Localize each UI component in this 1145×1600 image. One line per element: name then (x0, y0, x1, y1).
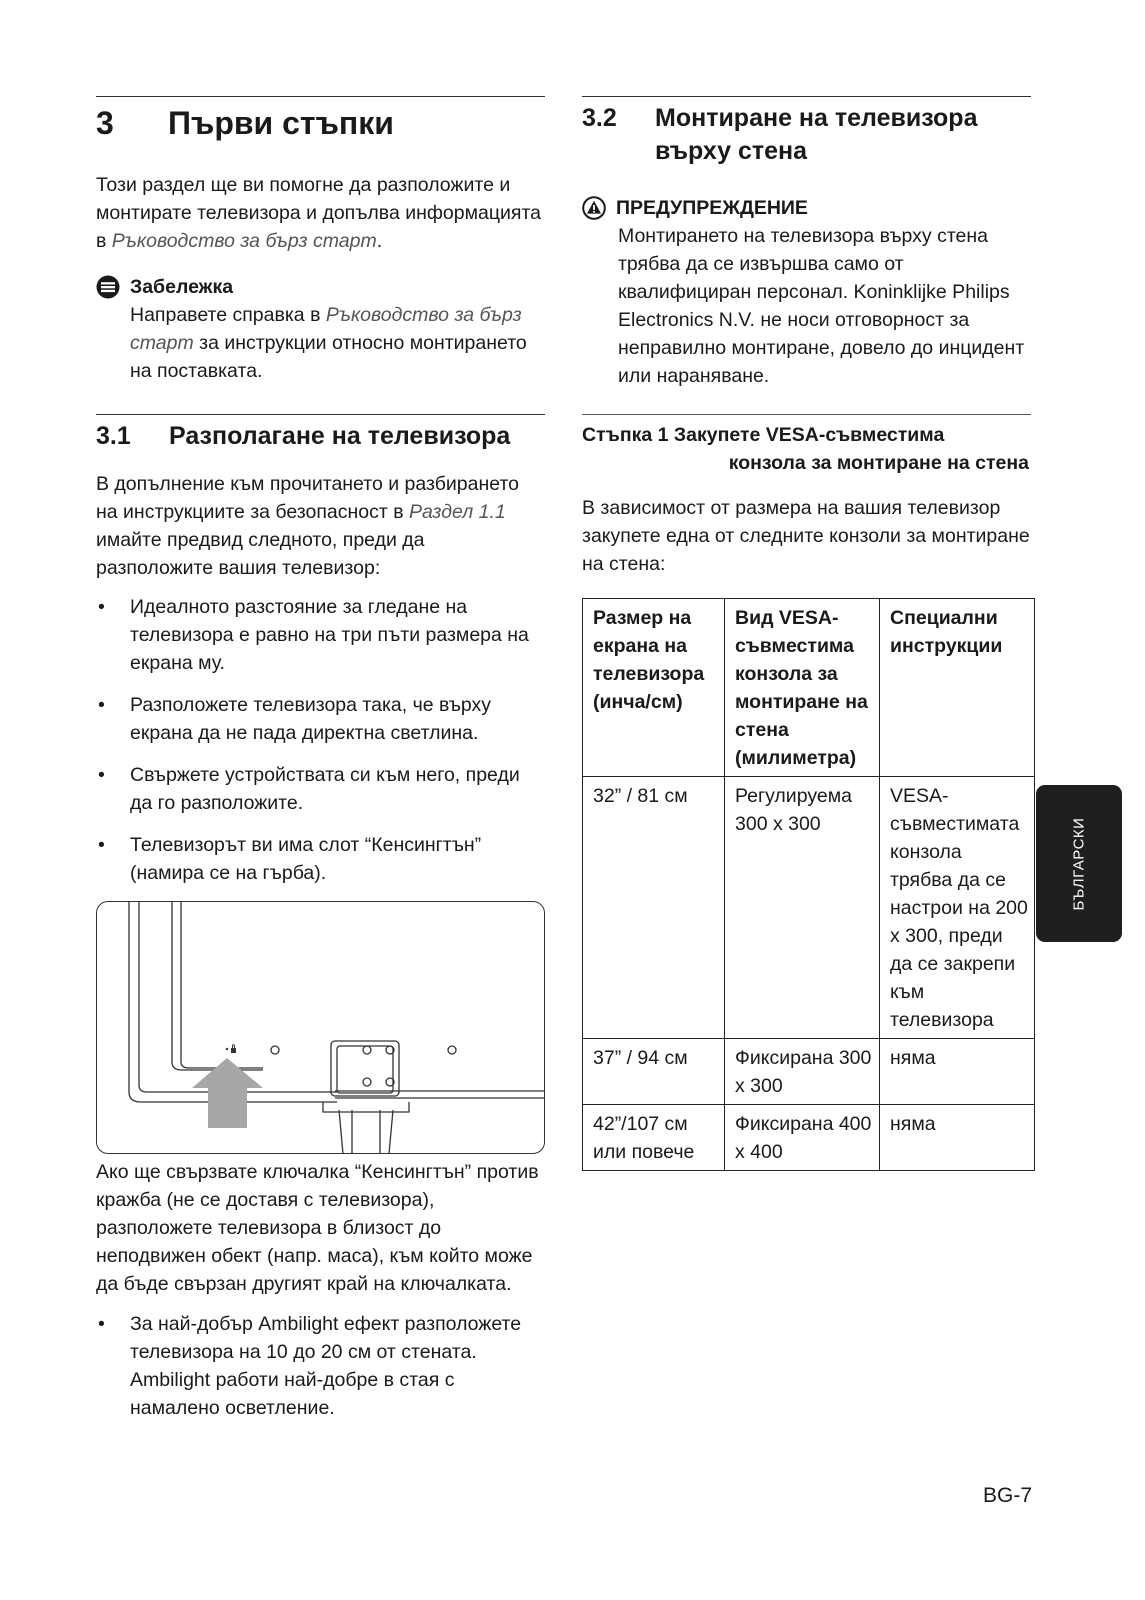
step-label: Стъпка 1 (582, 424, 669, 446)
note-text (96, 301, 545, 385)
table-row (583, 1105, 1035, 1171)
subsection-heading (582, 97, 1031, 168)
table-row (583, 1039, 1035, 1105)
intro-paragraph (96, 171, 545, 255)
kensington-slot-icon (226, 1045, 236, 1054)
step-title-line2: конзола за монтиране на стена (728, 452, 1029, 474)
warning-title: ПРЕДУПРЕЖДЕНИЕ (616, 197, 808, 219)
section-title: Първи стъпки (168, 105, 394, 141)
intro-text: Този раздел ще ви помогне да разположите и монтирате телевизора и допълва информацията в (96, 174, 542, 252)
table-cell: VESA-съвместимата конзола трябва да се настрои на 200 x 300, преди да се закрепи към телевизора (880, 777, 1035, 1039)
right-column (582, 96, 1031, 1171)
note-header (96, 273, 545, 301)
list-item: • Идеалното разстояние за гледане на телевизора е равно на три пъти размера на екрана му. (96, 593, 545, 677)
subsection-number: 3.1 (96, 422, 131, 450)
left-column (96, 96, 545, 1436)
language-label: БЪЛГАРСКИ (1070, 817, 1088, 910)
note-italic-reference: Ръководство за бърз старт (130, 304, 522, 354)
table-header-cell: Специални инструкции (880, 599, 1035, 777)
subsection-heading (96, 415, 545, 453)
step-heading (582, 421, 1031, 477)
note-text-end: за инструкции относно монтирането на поставката. (130, 332, 527, 382)
section-number: 3 (96, 105, 114, 141)
subsection-number: 3.2 (582, 104, 617, 132)
table-cell: няма (880, 1105, 1035, 1171)
table-header-cell: Размер на екрана на телевизора (инча/см) (583, 599, 725, 777)
page-number: BG-7 (982, 1484, 1032, 1507)
language-tab (1036, 785, 1122, 942)
warning-icon (582, 196, 606, 220)
list-item: • За най-добър Ambilight ефект разположете телевизора на 10 до 20 см от стената. Ambilight работи най-добре в стая с намалено осветление. (96, 1310, 545, 1422)
section-heading (96, 97, 545, 143)
list-item: • Свържете устройствата си към него, преди да го разположите. (96, 761, 545, 817)
list-item: • Телевизорът ви има слот “Кенсингтън” (намира се на гърба). (96, 831, 545, 887)
kensington-paragraph: Ако ще свързвате ключалка “Кенсингтън” против кражба (не се доставя с телевизора), разположете телевизора в близост до неподвижен обект (напр. маса), към който може да бъде свързан другият край на ключалката. (96, 1161, 539, 1295)
note-icon (96, 275, 120, 299)
note-title: Забележка (130, 276, 234, 298)
subsection-title: Монтиране на телевизора върху стена (655, 104, 978, 165)
ambilight-bullet-list (96, 1310, 545, 1422)
step-line-1 (582, 421, 1031, 449)
warning-header (582, 194, 1031, 222)
table-cell: няма (880, 1039, 1035, 1105)
placement-intro-end: имайте предвид следното, преди да разположите вашия телевизор: (96, 529, 425, 579)
vesa-table (582, 598, 1035, 1171)
placement-bullet-list (96, 593, 545, 887)
section-divider (582, 414, 1031, 415)
warning-text: Монтирането на телевизора върху стена трябва да се извършва само от квалифициран персонал. Koninklijke Philips Electronics N.V. не носи отговорност за неправилно монтиране, довело до инцидент или нараняване. (618, 225, 1025, 387)
table-cell: 32” / 81 см (583, 777, 725, 1039)
table-cell: Регулируема 300 x 300 (725, 777, 880, 1039)
warning-block (582, 194, 1031, 390)
note-text-start: Направете справка в (130, 304, 326, 326)
table-header-row (583, 599, 1035, 777)
step-title-line1: Закупете VESA-съвместима (673, 424, 945, 446)
table-cell: Фиксирана 300 x 300 (725, 1039, 880, 1105)
table-header-cell: Вид VESA-съвместима конзола за монтиране на стена (милиметра) (725, 599, 880, 777)
table-cell: 42”/107 см или повече (583, 1105, 725, 1171)
tv-back-drawing (97, 902, 545, 1154)
placement-intro-text: В допълнение към прочитането и разбирането на инструкциите за безопасност в (96, 473, 520, 523)
tv-rear-illustration (96, 901, 545, 1154)
subsection-title: Разполагане на телевизора (169, 422, 511, 450)
section-reference: Раздел 1.1 (409, 501, 506, 523)
table-cell: Фиксирана 400 x 400 (725, 1105, 880, 1171)
table-cell: 37” / 94 см (583, 1039, 725, 1105)
intro-text-end: . (376, 230, 383, 252)
table-row (583, 777, 1035, 1039)
placement-intro (96, 470, 545, 582)
intro-italic-reference: Ръководство за бърз старт (111, 230, 377, 252)
list-item: • Разположете телевизора така, че върху екрана да не пада директна светлина. (96, 691, 545, 747)
step-description: В зависимост от размера на вашия телевизор закупете една от следните конзоли за монтиране на стена: (582, 497, 1030, 575)
note-block (96, 273, 545, 385)
